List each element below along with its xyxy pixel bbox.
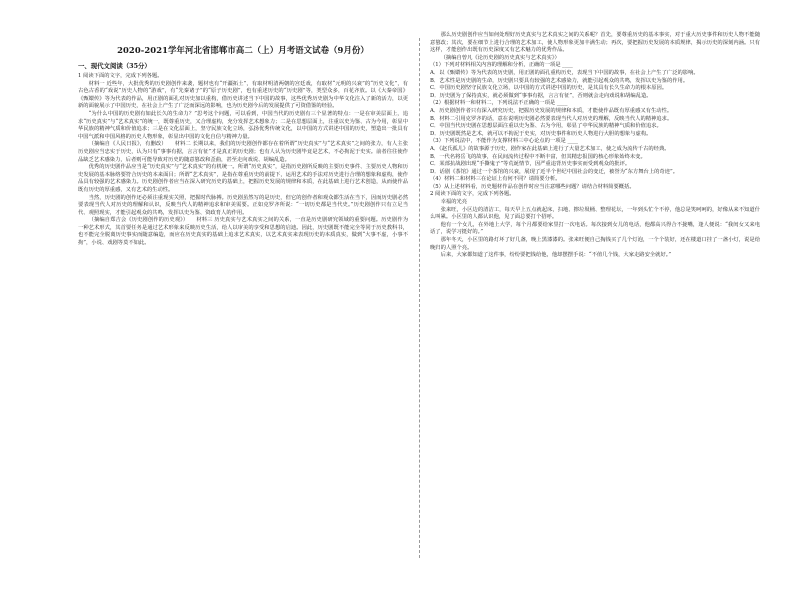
right-column-paragraph: C．某部抗战剧出现“手撕鬼子”等荒诞情节，因严重违背历史事实而受到观众的批评。	[430, 161, 631, 168]
column-divider	[419, 38, 420, 558]
right-column-paragraph: （摘编自曾凡《论历史剧的历史真实与艺术真实》）	[440, 54, 560, 61]
left-column-paragraph: 当然，历史剧的创作还必须注重现实关照，把握时代脉搏。历史剧虽然写的是历史，但它的创作者和观众都生活在当下，因而历史剧必然要表现当代人对历史的理解和认识，反映当代人的精神追求和审美需要。正如克罗齐所说：“一切历史都是当代史。”历史剧创作只有立足当代、观照现实，才能引起观众的共鸣，发挥以史为鉴、资政育人的作用。	[78, 194, 408, 216]
left-column-paragraph: 1 阅读下面的文字，完成下列各题。	[78, 73, 163, 79]
section-heading: 一、现代文阅读（35分）	[78, 62, 151, 70]
right-column-paragraph: （2）根据材料一和材料二，下列说法不正确的一项是 ____	[430, 100, 568, 107]
left-column-paragraph: （摘编自《人民日报》，有删改） 材料二 长期以来，我们的历史剧创作都存在着所谓“历史真实”与“艺术真实”之间的张力，有人主张历史剧应当忠实于历史，认为只有“事事有据，言言有征”才是真正的历史剧；也有人认为历史剧毕竟是艺术，不必拘泥于史实。前者往往使作品缺乏艺术感染力，后者则可能导致对历史的随意篡改和歪曲，甚至走向戏说、胡编乱造。	[78, 141, 408, 163]
right-column-paragraph: B．材料二引用克罗齐的话，意在说明历史剧必然要表现当代人对历史的理解，反映当代人的精神追求。	[430, 115, 673, 122]
left-column-paragraph: 材料一 近些年，大批优秀的历史剧创作来袭，题材也有“开疆拓土”，有取材明清两朝的宫廷戏，有取材“元明的兴衰”的“历史文化”，有古色古香的“戏说”历史人物的“游戏”，有“先秦诸子”的“原子历史剧”，也有重述历史的“历史剧”等，类型众多，百花齐放。以《大秦帝国》《甄嬛传》等为代表的作品，用正剧的面孔对历史加以重构，借历史讲述当下中国的故事，这些优秀历史剧为中华文化注入了新的活力，以更新的面貌展示了中国历史，在社会上产生了广泛而深远的影响，也为历史剧今后的发展提供了可资借鉴的经验。	[78, 80, 408, 110]
left-column	[78, 0, 408, 562]
right-column-paragraph: D．话剧《茶馆》通过一个茶馆的兴衰，展现了近半个世纪中国社会的变迁，被誉为“东方舞台上的奇迹”。	[430, 168, 679, 175]
left-body	[78, 73, 408, 248]
right-body	[430, 32, 760, 260]
right-column-paragraph: D．历史剧为了保持真实，就必须做到“事事有据，言言有征”，否则就会走向戏说和胡编乱造。	[430, 92, 652, 99]
left-column-paragraph: “为什么中国的历史剧有如此长久的生命力？”思考这个问题，可以看到，中国当代的历史剧有三个显著的特点：一是在审美层面上，追求“历史真实”与“艺术真实”的统一，既尊重历史，又合理虚构，充分发挥艺术想象力；二是在思想层面上，注重以史为鉴、古为今用，彰显中华民族的精神气质和价值追求；三是在文化层面上，坚守民族文化立场，弘扬优秀传统文化，以中国的方式讲述中国的历史，塑造出一批具有中国气派和中国风格的历史人物形象，彰显出中国的文化自信与精神力量。	[78, 110, 408, 140]
right-column-paragraph: B．艺术性是历史剧的生命，历史剧只要具有较强的艺术感染力，就能引起观众的共鸣，发挥以史为鉴的作用。	[430, 77, 689, 84]
right-column-paragraph: （4）材料二和材料三在论证上有何不同？请简要分析。	[430, 176, 561, 183]
right-column-paragraph: D．历史剧既然是艺术，就可以不拘泥于史实，对历史事件和历史人物进行大胆的想象与虚构。	[430, 130, 652, 137]
exam-title: 2020-2021学年河北省邯郸市高二（上）月考语文试卷（9月份）	[117, 45, 369, 55]
right-column-paragraph: 后来，大家都知道了这件事，纷纷要把钱给他，他却摆摆手说：“不值几个钱，大家走路安全就好。”	[440, 252, 672, 259]
right-column-paragraph: 那么历史剧创作应当如何处理好历史真实与艺术真实之间的关系呢？首先，要尊重历史的基本事实，对于重大历史事件和历史人物不能随意篡改；其次，要在细节上进行合理的艺术加工，使人物形象更加丰满生动；再次，要把握历史发展的本质规律，揭示历史的深刻内涵。只有这样，才能创作出既有历史深度又有艺术魅力的优秀作品。	[430, 32, 760, 54]
right-column-paragraph: 2 阅读下面的文字，完成下列各题。	[430, 191, 515, 198]
right-column	[430, 0, 760, 594]
right-column-paragraph: B．一代名将岳飞的故事，在民间流传过程中不断丰富，但其精忠报国的核心形象始终未变。	[430, 153, 646, 160]
left-column-paragraph: （摘编自郑吉会《历史剧创作的历史观》） 材料三 历史真实与艺术真实之间的关系，一直是历史剧研究领域的重要问题。历史剧作为一种艺术形式，其首要任务是通过艺术形象来反映历史生活，给人以审美的享受和思想的启迪。因此，历史剧既不能完全等同于历史教科书，也不能完全脱离历史事实而随意编造，而应在历史真实的基础上追求艺术真实，以艺术真实来表现历史的本质真实，做到“大事不虚，小事不拘”，小说、戏剧等莫不如此。	[78, 217, 408, 247]
right-column-paragraph: 他有一个女儿，在外地上大学，每个月都要给家里打一次电话。每次接到女儿的电话，他都高兴得合不拢嘴，逢人便说：“我闺女又来电话了，说学习挺好的。”	[430, 221, 760, 236]
right-column-paragraph: A．以《甄嬛传》等为代表的历史剧，用正剧的面孔重构历史，表现当下中国的故事，在社会上产生了广泛的影响。	[430, 69, 699, 76]
right-column-paragraph: （5）从上述材料看，历史题材作品在创作时应当注意哪些问题？请结合材料简要概括。	[430, 183, 635, 190]
right-column-paragraph: 幸福的光亮	[440, 199, 468, 206]
left-column-paragraph: 优秀的历史剧作品应当是“历史真实”与“艺术真实”的有机统一。所谓“历史真实”，是指历史剧所反映的主要历史事件、主要历史人物和历史发展的基本脉络要符合历史的本来面目；所谓“艺术真实”，是指在尊重历史的前提下，运用艺术的手法对历史进行合理的想象和虚构，使作品具有较强的艺术感染力。历史剧创作者应当在深入研究历史的基础上，把握历史发展的规律和本质，在此基础上进行艺术创造，从而使作品既有历史的厚重感，又有艺术的生动性。	[78, 164, 408, 193]
right-column-paragraph: 那年冬天，小区里的路灯坏了好几盏，晚上黑漆漆的。张来旺便自己掏钱买了几个灯泡，一个个装好，还在楼道口挂了一盏小灯，说是给晚归的人照个亮。	[430, 237, 760, 251]
right-column-paragraph: C．中国当代历史剧在思想层面注重以史为鉴、古为今用，彰显了中华民族的精神气质和价值追求。	[430, 123, 662, 130]
right-column-paragraph: C．中国历史剧坚守民族文化立场，以中国的方式讲述中国的历史，是其具有长久生命力的根本原因。	[430, 85, 668, 92]
right-column-paragraph: （3）下列说法中，不能作为支撑材料三中心论点的一项是 ____	[430, 138, 579, 145]
right-column-paragraph: （1）下列对材料相关内容的理解和分析，正确的一项是 ____	[430, 62, 573, 69]
right-column-paragraph: 张来旺，小区边的清洁工，每天早上五点就起床，扫地、擦垃圾桶、整理花坛，一年到头忙个不停，他总是笑呵呵的，好像从来不知道什么叫累。小区里的人都认识他，见了面总要打个招呼。	[430, 206, 760, 221]
right-column-paragraph: A．《赵氏孤儿》的故事源于历史，剧作家在此基础上进行了大量艺术加工，使之成为流传千古的经典。	[430, 145, 670, 152]
right-column-paragraph: A．历史剧创作者只有深入研究历史，把握历史发展的规律和本质，才能使作品既有厚重感又有生动性。	[430, 107, 673, 114]
